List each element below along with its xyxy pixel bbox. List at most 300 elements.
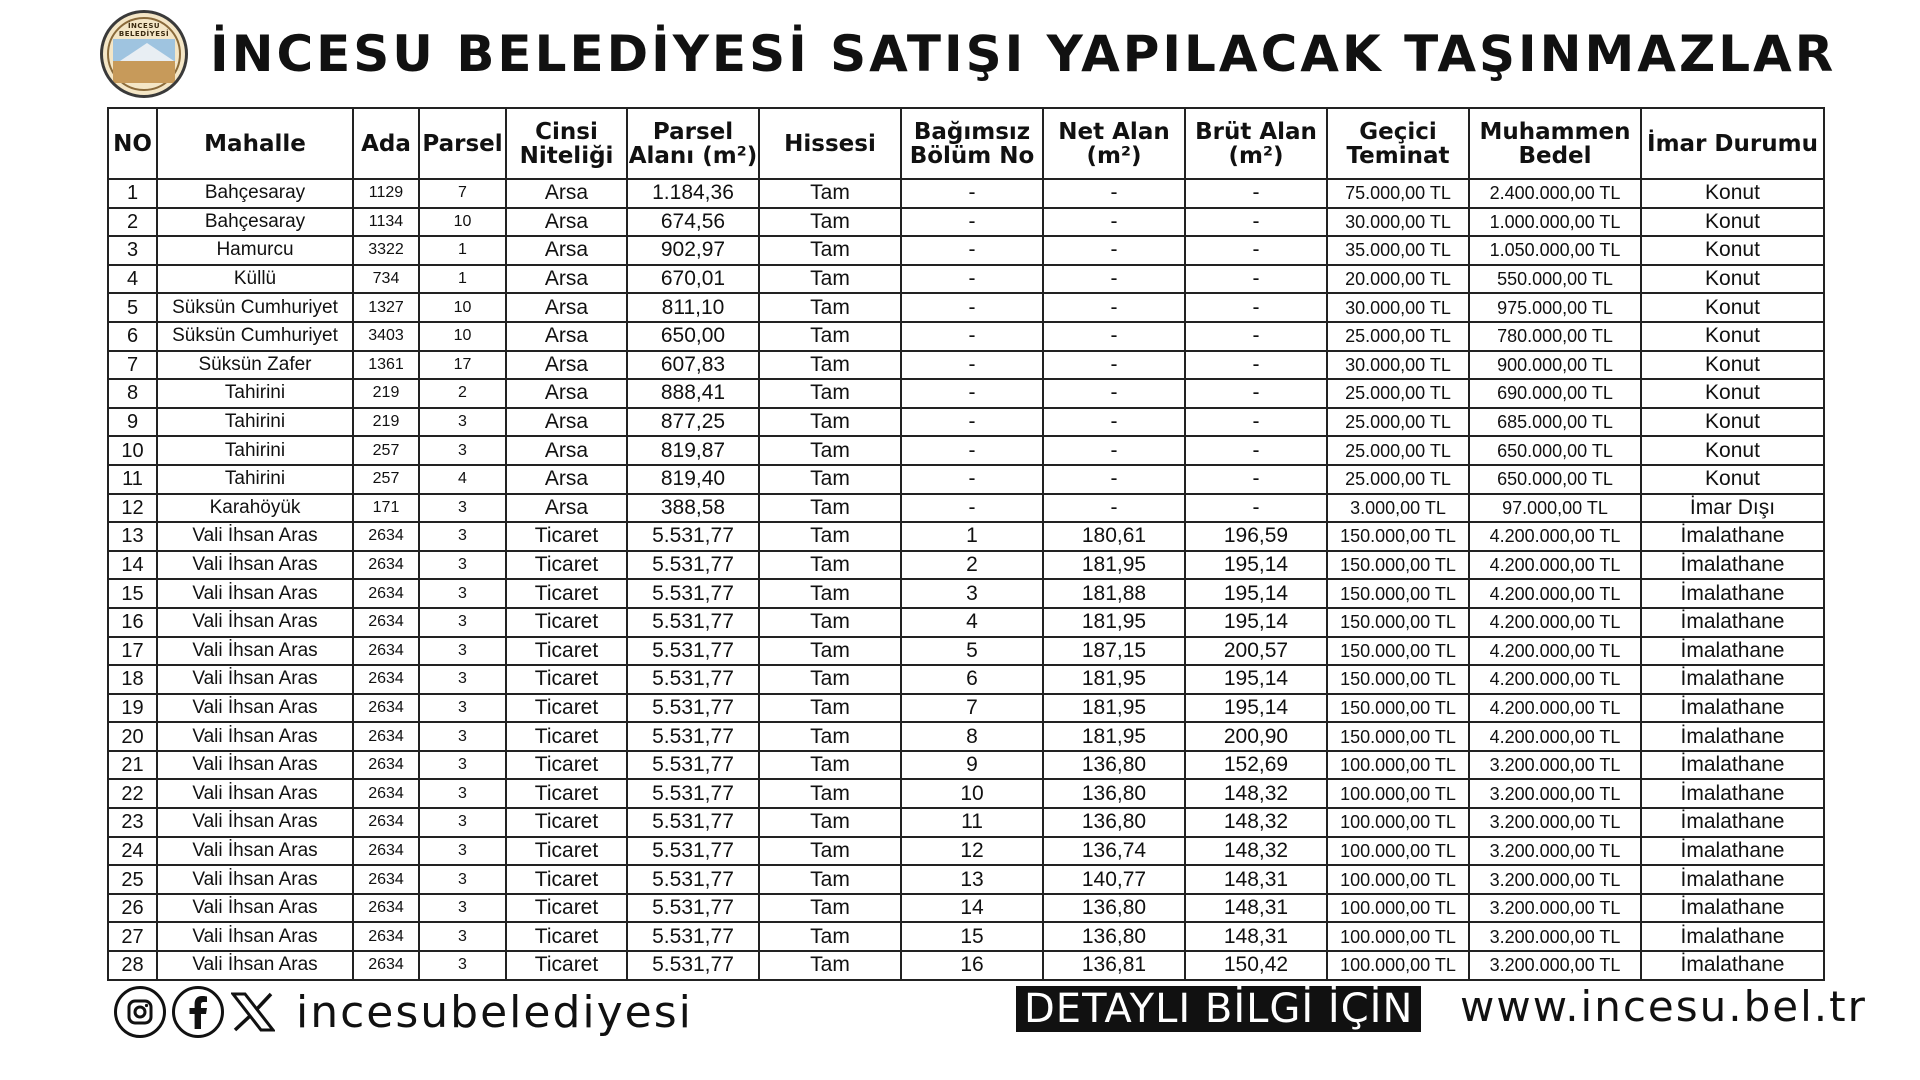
cell-brut-alan: -: [1185, 494, 1327, 523]
cell-ada: 3403: [353, 322, 419, 351]
cell-net-alan: -: [1043, 408, 1185, 437]
cell-imar-durumu: İmalathane: [1641, 579, 1824, 608]
cell-gecici-teminat: 100.000,00 TL: [1327, 808, 1469, 837]
cell-no: 3: [108, 236, 157, 265]
cell-ada: 2634: [353, 694, 419, 723]
cell-parsel-alani: 877,25: [627, 408, 759, 437]
cell-bagimsiz-bolum: 5: [901, 637, 1043, 666]
cell-ada: 2634: [353, 865, 419, 894]
cell-no: 7: [108, 351, 157, 380]
cell-gecici-teminat: 25.000,00 TL: [1327, 436, 1469, 465]
cell-cinsi: Ticaret: [506, 922, 627, 951]
cell-no: 4: [108, 265, 157, 294]
table-header-row: [108, 108, 1824, 179]
cell-imar-durumu: İmalathane: [1641, 808, 1824, 837]
cell-parsel-alani: 5.531,77: [627, 579, 759, 608]
cell-hissesi: Tam: [759, 208, 901, 237]
cell-gecici-teminat: 100.000,00 TL: [1327, 865, 1469, 894]
cell-ada: 219: [353, 379, 419, 408]
cell-parsel-alani: 811,10: [627, 293, 759, 322]
cell-ada: 2634: [353, 608, 419, 637]
cell-parsel: 3: [419, 808, 506, 837]
cell-cinsi: Arsa: [506, 436, 627, 465]
cell-hissesi: Tam: [759, 551, 901, 580]
cell-imar-durumu: İmalathane: [1641, 951, 1824, 980]
cell-bagimsiz-bolum: 14: [901, 894, 1043, 923]
cell-hissesi: Tam: [759, 837, 901, 866]
cell-net-alan: 180,61: [1043, 522, 1185, 551]
facebook-icon[interactable]: [172, 986, 224, 1038]
cell-brut-alan: -: [1185, 179, 1327, 208]
column-header-col-muhammen-bedel: Muhammen Bedel: [1469, 108, 1641, 179]
cell-no: 1: [108, 179, 157, 208]
cell-no: 15: [108, 579, 157, 608]
cell-no: 17: [108, 637, 157, 666]
cell-parsel: 3: [419, 837, 506, 866]
cell-imar-durumu: İmalathane: [1641, 637, 1824, 666]
cell-hissesi: Tam: [759, 465, 901, 494]
cell-hissesi: Tam: [759, 522, 901, 551]
cell-brut-alan: 148,31: [1185, 865, 1327, 894]
table-row: [108, 351, 1824, 380]
table-row: [108, 551, 1824, 580]
cell-bagimsiz-bolum: -: [901, 293, 1043, 322]
cell-no: 8: [108, 379, 157, 408]
cell-brut-alan: 148,32: [1185, 779, 1327, 808]
cell-no: 22: [108, 779, 157, 808]
cell-gecici-teminat: 100.000,00 TL: [1327, 751, 1469, 780]
cell-ada: 2634: [353, 951, 419, 980]
cell-bagimsiz-bolum: 9: [901, 751, 1043, 780]
cell-net-alan: 136,80: [1043, 922, 1185, 951]
cell-hissesi: Tam: [759, 579, 901, 608]
table-row: [108, 208, 1824, 237]
table-row: [108, 608, 1824, 637]
table-row: [108, 436, 1824, 465]
cell-mahalle: Bahçesaray: [157, 179, 353, 208]
cell-parsel: 2: [419, 379, 506, 408]
cell-imar-durumu: İmalathane: [1641, 865, 1824, 894]
cell-parsel-alani: 5.531,77: [627, 665, 759, 694]
property-table: [107, 107, 1825, 981]
cell-no: 13: [108, 522, 157, 551]
cell-hissesi: Tam: [759, 865, 901, 894]
cell-muhammen-bedel: 550.000,00 TL: [1469, 265, 1641, 294]
cell-brut-alan: -: [1185, 379, 1327, 408]
cell-no: 21: [108, 751, 157, 780]
cell-net-alan: -: [1043, 351, 1185, 380]
table-row: [108, 779, 1824, 808]
column-header-col-parsel: Parsel: [419, 108, 506, 179]
cell-imar-durumu: Konut: [1641, 265, 1824, 294]
cell-net-alan: 181,95: [1043, 608, 1185, 637]
cell-parsel-alani: 674,56: [627, 208, 759, 237]
x-icon[interactable]: [230, 986, 276, 1038]
cell-net-alan: -: [1043, 179, 1185, 208]
cell-bagimsiz-bolum: 10: [901, 779, 1043, 808]
cell-net-alan: 181,95: [1043, 551, 1185, 580]
cell-net-alan: 136,74: [1043, 837, 1185, 866]
cell-brut-alan: 148,31: [1185, 894, 1327, 923]
cell-muhammen-bedel: 900.000,00 TL: [1469, 351, 1641, 380]
cell-mahalle: Hamurcu: [157, 236, 353, 265]
cell-gecici-teminat: 100.000,00 TL: [1327, 779, 1469, 808]
cell-imar-durumu: İmalathane: [1641, 608, 1824, 637]
cell-brut-alan: -: [1185, 408, 1327, 437]
table-body: [108, 179, 1824, 980]
cell-mahalle: Vali İhsan Aras: [157, 779, 353, 808]
cell-cinsi: Ticaret: [506, 608, 627, 637]
page-header: [100, 6, 1837, 101]
cell-brut-alan: 148,32: [1185, 808, 1327, 837]
cell-bagimsiz-bolum: -: [901, 465, 1043, 494]
cell-cinsi: Arsa: [506, 494, 627, 523]
table-row: [108, 494, 1824, 523]
cell-cinsi: Ticaret: [506, 722, 627, 751]
cell-bagimsiz-bolum: 13: [901, 865, 1043, 894]
cell-no: 6: [108, 322, 157, 351]
table-row: [108, 722, 1824, 751]
cell-mahalle: Vali İhsan Aras: [157, 522, 353, 551]
cell-hissesi: Tam: [759, 351, 901, 380]
cell-muhammen-bedel: 4.200.000,00 TL: [1469, 579, 1641, 608]
cell-imar-durumu: Konut: [1641, 322, 1824, 351]
cell-bagimsiz-bolum: 11: [901, 808, 1043, 837]
cell-mahalle: Süksün Cumhuriyet: [157, 293, 353, 322]
table-row: [108, 522, 1824, 551]
table-row: [108, 408, 1824, 437]
column-header-col-parsel-alani: Parsel Alanı (m²): [627, 108, 759, 179]
cell-no: 18: [108, 665, 157, 694]
column-header-col-mahalle: Mahalle: [157, 108, 353, 179]
cell-net-alan: -: [1043, 293, 1185, 322]
table-row: [108, 637, 1824, 666]
cell-net-alan: 136,81: [1043, 951, 1185, 980]
cell-bagimsiz-bolum: -: [901, 494, 1043, 523]
cell-imar-durumu: Konut: [1641, 408, 1824, 437]
cell-parsel: 3: [419, 779, 506, 808]
cell-parsel: 3: [419, 436, 506, 465]
cell-net-alan: 181,95: [1043, 694, 1185, 723]
cell-parsel-alani: 888,41: [627, 379, 759, 408]
cell-mahalle: Tahirini: [157, 379, 353, 408]
table-row: [108, 579, 1824, 608]
cell-imar-durumu: İmalathane: [1641, 551, 1824, 580]
table-row: [108, 179, 1824, 208]
table-row: [108, 751, 1824, 780]
cell-cinsi: Arsa: [506, 236, 627, 265]
cell-ada: 2634: [353, 522, 419, 551]
cell-mahalle: Vali İhsan Aras: [157, 722, 353, 751]
cell-parsel: 3: [419, 494, 506, 523]
cell-parsel: 10: [419, 322, 506, 351]
cell-ada: 2634: [353, 551, 419, 580]
cell-parsel: 3: [419, 722, 506, 751]
cell-mahalle: Vali İhsan Aras: [157, 579, 353, 608]
cell-imar-durumu: İmalathane: [1641, 694, 1824, 723]
cell-net-alan: 136,80: [1043, 779, 1185, 808]
cell-no: 19: [108, 694, 157, 723]
cell-parsel-alani: 5.531,77: [627, 808, 759, 837]
cell-brut-alan: 200,57: [1185, 637, 1327, 666]
cell-mahalle: Tahirini: [157, 436, 353, 465]
cell-parsel-alani: 819,40: [627, 465, 759, 494]
cell-parsel: 3: [419, 408, 506, 437]
cell-imar-durumu: İmalathane: [1641, 722, 1824, 751]
cell-parsel: 3: [419, 551, 506, 580]
cell-imar-durumu: Konut: [1641, 351, 1824, 380]
cell-mahalle: Vali İhsan Aras: [157, 865, 353, 894]
cell-parsel-alani: 650,00: [627, 322, 759, 351]
cell-cinsi: Ticaret: [506, 808, 627, 837]
cell-mahalle: Vali İhsan Aras: [157, 665, 353, 694]
cell-ada: 2634: [353, 922, 419, 951]
social-handle[interactable]: incesubelediyesi: [296, 986, 693, 1038]
cell-hissesi: Tam: [759, 236, 901, 265]
cell-parsel: 3: [419, 522, 506, 551]
cell-gecici-teminat: 20.000,00 TL: [1327, 265, 1469, 294]
cell-mahalle: Süksün Zafer: [157, 351, 353, 380]
cell-parsel: 10: [419, 293, 506, 322]
cell-muhammen-bedel: 4.200.000,00 TL: [1469, 694, 1641, 723]
cell-cinsi: Ticaret: [506, 894, 627, 923]
cell-no: 27: [108, 922, 157, 951]
cell-no: 12: [108, 494, 157, 523]
cell-cinsi: Ticaret: [506, 865, 627, 894]
cell-gecici-teminat: 150.000,00 TL: [1327, 608, 1469, 637]
cell-net-alan: -: [1043, 265, 1185, 294]
cell-ada: 1129: [353, 179, 419, 208]
cell-parsel: 3: [419, 665, 506, 694]
cell-bagimsiz-bolum: 7: [901, 694, 1043, 723]
cell-gecici-teminat: 150.000,00 TL: [1327, 722, 1469, 751]
cell-net-alan: 181,95: [1043, 665, 1185, 694]
cell-mahalle: Vali İhsan Aras: [157, 837, 353, 866]
cell-cinsi: Ticaret: [506, 837, 627, 866]
cell-bagimsiz-bolum: -: [901, 236, 1043, 265]
cell-parsel: 3: [419, 579, 506, 608]
cell-bagimsiz-bolum: -: [901, 265, 1043, 294]
cell-brut-alan: 200,90: [1185, 722, 1327, 751]
cell-gecici-teminat: 150.000,00 TL: [1327, 637, 1469, 666]
cell-gecici-teminat: 150.000,00 TL: [1327, 522, 1469, 551]
cell-hissesi: Tam: [759, 494, 901, 523]
cell-ada: 2634: [353, 579, 419, 608]
cell-parsel-alani: 5.531,77: [627, 551, 759, 580]
cell-brut-alan: -: [1185, 293, 1327, 322]
page-title: İNCESU BELEDİYESİ SATIŞI YAPILACAK TAŞINMAZLAR: [210, 24, 1837, 83]
cell-parsel: 17: [419, 351, 506, 380]
cell-cinsi: Ticaret: [506, 779, 627, 808]
cell-cinsi: Ticaret: [506, 637, 627, 666]
cell-imar-durumu: İmalathane: [1641, 894, 1824, 923]
table-row: [108, 865, 1824, 894]
municipality-logo: İNCESU BELEDİYESİ: [100, 10, 188, 98]
cell-brut-alan: 148,31: [1185, 922, 1327, 951]
cell-muhammen-bedel: 4.200.000,00 TL: [1469, 608, 1641, 637]
cell-net-alan: -: [1043, 465, 1185, 494]
cell-ada: 2634: [353, 722, 419, 751]
cell-brut-alan: 150,42: [1185, 951, 1327, 980]
cell-bagimsiz-bolum: 15: [901, 922, 1043, 951]
cell-imar-durumu: İmalathane: [1641, 837, 1824, 866]
table-row: [108, 265, 1824, 294]
cell-parsel-alani: 5.531,77: [627, 694, 759, 723]
cell-imar-durumu: İmalathane: [1641, 522, 1824, 551]
cell-cinsi: Arsa: [506, 322, 627, 351]
cell-parsel: 3: [419, 922, 506, 951]
cell-parsel: 1: [419, 236, 506, 265]
cell-cinsi: Ticaret: [506, 579, 627, 608]
cell-hissesi: Tam: [759, 665, 901, 694]
cell-muhammen-bedel: 650.000,00 TL: [1469, 436, 1641, 465]
cell-brut-alan: -: [1185, 208, 1327, 237]
cell-cinsi: Arsa: [506, 293, 627, 322]
cell-hissesi: Tam: [759, 408, 901, 437]
table-row: [108, 665, 1824, 694]
cell-bagimsiz-bolum: 3: [901, 579, 1043, 608]
cell-imar-durumu: İmalathane: [1641, 751, 1824, 780]
cell-brut-alan: -: [1185, 465, 1327, 494]
cell-mahalle: Vali İhsan Aras: [157, 808, 353, 837]
cell-ada: 2634: [353, 751, 419, 780]
cell-brut-alan: -: [1185, 265, 1327, 294]
cell-parsel-alani: 5.531,77: [627, 522, 759, 551]
cell-imar-durumu: Konut: [1641, 236, 1824, 265]
table-row: [108, 837, 1824, 866]
cell-no: 26: [108, 894, 157, 923]
cell-cinsi: Arsa: [506, 465, 627, 494]
cell-no: 5: [108, 293, 157, 322]
cell-muhammen-bedel: 2.400.000,00 TL: [1469, 179, 1641, 208]
cell-ada: 1134: [353, 208, 419, 237]
cell-gecici-teminat: 100.000,00 TL: [1327, 894, 1469, 923]
cell-mahalle: Küllü: [157, 265, 353, 294]
cell-cinsi: Arsa: [506, 351, 627, 380]
cell-gecici-teminat: 100.000,00 TL: [1327, 922, 1469, 951]
instagram-icon[interactable]: [114, 986, 166, 1038]
cell-muhammen-bedel: 690.000,00 TL: [1469, 379, 1641, 408]
cell-net-alan: -: [1043, 494, 1185, 523]
cell-hissesi: Tam: [759, 293, 901, 322]
column-header-col-ada: Ada: [353, 108, 419, 179]
cell-mahalle: Vali İhsan Aras: [157, 637, 353, 666]
cell-muhammen-bedel: 3.200.000,00 TL: [1469, 751, 1641, 780]
cell-ada: 2634: [353, 894, 419, 923]
cell-bagimsiz-bolum: -: [901, 208, 1043, 237]
cell-parsel-alani: 5.531,77: [627, 637, 759, 666]
cell-imar-durumu: Konut: [1641, 379, 1824, 408]
cell-muhammen-bedel: 4.200.000,00 TL: [1469, 722, 1641, 751]
cell-hissesi: Tam: [759, 808, 901, 837]
website-url[interactable]: www.incesu.bel.tr: [1460, 982, 1867, 1031]
table-row: [108, 694, 1824, 723]
cell-cinsi: Arsa: [506, 379, 627, 408]
cell-muhammen-bedel: 97.000,00 TL: [1469, 494, 1641, 523]
column-header-col-no: NO: [108, 108, 157, 179]
cell-net-alan: -: [1043, 322, 1185, 351]
cell-parsel-alani: 388,58: [627, 494, 759, 523]
cell-no: 23: [108, 808, 157, 837]
table-row: [108, 922, 1824, 951]
cell-muhammen-bedel: 780.000,00 TL: [1469, 322, 1641, 351]
detail-info-banner: DETAYLI BİLGİ İÇİN: [1016, 986, 1421, 1032]
cell-ada: 257: [353, 436, 419, 465]
cell-gecici-teminat: 150.000,00 TL: [1327, 579, 1469, 608]
column-header-col-bagimsiz-bolum: Bağımsız Bölüm No: [901, 108, 1043, 179]
cell-parsel: 3: [419, 608, 506, 637]
cell-hissesi: Tam: [759, 751, 901, 780]
table-row: [108, 379, 1824, 408]
cell-parsel: 3: [419, 894, 506, 923]
cell-mahalle: Vali İhsan Aras: [157, 608, 353, 637]
cell-parsel-alani: 5.531,77: [627, 922, 759, 951]
cell-gecici-teminat: 150.000,00 TL: [1327, 665, 1469, 694]
cell-parsel: 3: [419, 865, 506, 894]
cell-mahalle: Vali İhsan Aras: [157, 751, 353, 780]
cell-hissesi: Tam: [759, 436, 901, 465]
cell-muhammen-bedel: 3.200.000,00 TL: [1469, 865, 1641, 894]
cell-bagimsiz-bolum: 16: [901, 951, 1043, 980]
cell-muhammen-bedel: 3.200.000,00 TL: [1469, 837, 1641, 866]
cell-cinsi: Arsa: [506, 208, 627, 237]
cell-net-alan: -: [1043, 236, 1185, 265]
table-row: [108, 808, 1824, 837]
cell-no: 14: [108, 551, 157, 580]
property-table-container: [107, 107, 1823, 981]
cell-no: 2: [108, 208, 157, 237]
cell-net-alan: 136,80: [1043, 894, 1185, 923]
cell-hissesi: Tam: [759, 694, 901, 723]
column-header-col-hissesi: Hissesi: [759, 108, 901, 179]
cell-hissesi: Tam: [759, 265, 901, 294]
cell-bagimsiz-bolum: -: [901, 408, 1043, 437]
cell-gecici-teminat: 100.000,00 TL: [1327, 951, 1469, 980]
cell-muhammen-bedel: 1.050.000,00 TL: [1469, 236, 1641, 265]
cell-hissesi: Tam: [759, 894, 901, 923]
cell-bagimsiz-bolum: -: [901, 379, 1043, 408]
cell-mahalle: Tahirini: [157, 408, 353, 437]
cell-net-alan: -: [1043, 208, 1185, 237]
cell-muhammen-bedel: 4.200.000,00 TL: [1469, 665, 1641, 694]
cell-gecici-teminat: 25.000,00 TL: [1327, 465, 1469, 494]
cell-cinsi: Ticaret: [506, 751, 627, 780]
cell-muhammen-bedel: 4.200.000,00 TL: [1469, 637, 1641, 666]
cell-bagimsiz-bolum: -: [901, 436, 1043, 465]
cell-ada: 734: [353, 265, 419, 294]
cell-cinsi: Ticaret: [506, 665, 627, 694]
table-row: [108, 322, 1824, 351]
cell-parsel-alani: 902,97: [627, 236, 759, 265]
cell-bagimsiz-bolum: 4: [901, 608, 1043, 637]
cell-mahalle: Vali İhsan Aras: [157, 894, 353, 923]
cell-parsel: 3: [419, 637, 506, 666]
cell-bagimsiz-bolum: -: [901, 179, 1043, 208]
cell-brut-alan: -: [1185, 351, 1327, 380]
cell-imar-durumu: Konut: [1641, 465, 1824, 494]
cell-ada: 171: [353, 494, 419, 523]
cell-cinsi: Arsa: [506, 408, 627, 437]
cell-gecici-teminat: 150.000,00 TL: [1327, 551, 1469, 580]
cell-net-alan: 140,77: [1043, 865, 1185, 894]
cell-cinsi: Arsa: [506, 265, 627, 294]
cell-bagimsiz-bolum: 8: [901, 722, 1043, 751]
column-header-col-brut-alan: Brüt Alan (m²): [1185, 108, 1327, 179]
cell-gecici-teminat: 150.000,00 TL: [1327, 694, 1469, 723]
cell-gecici-teminat: 30.000,00 TL: [1327, 208, 1469, 237]
cell-imar-durumu: İmar Dışı: [1641, 494, 1824, 523]
cell-parsel-alani: 5.531,77: [627, 751, 759, 780]
